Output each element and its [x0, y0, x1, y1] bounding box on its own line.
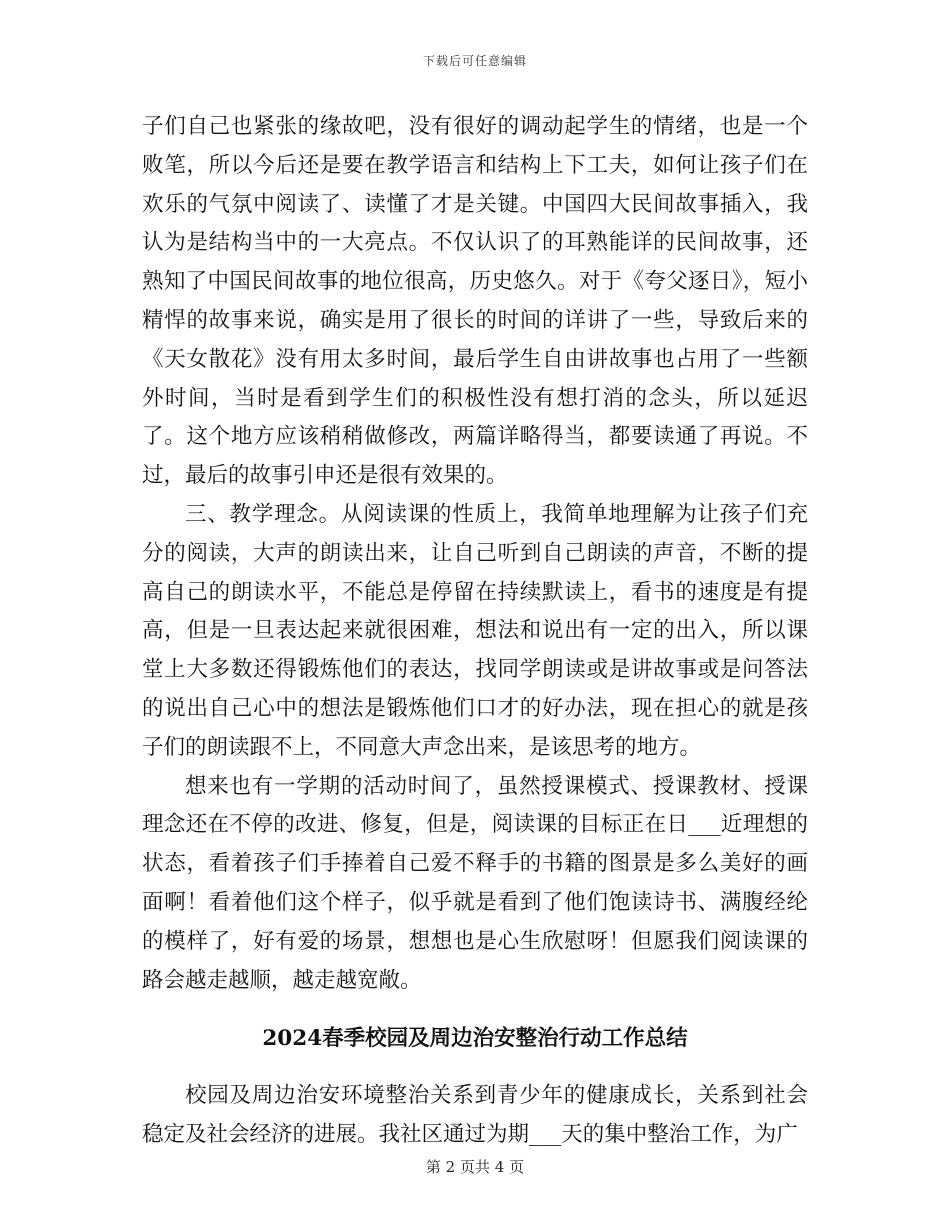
- body-paragraph: 子们自己也紧张的缘故吧，没有很好的调动起学生的情绪，也是一个败笔，所以今后还是要在教学语言和结构上下工夫，如何让孩子们在欢乐的气氛中阅读了、读懂了才是关键。中国四大民间故事插入，我认为是结构当中的一大亮点。不仅认识了的耳熟能详的民间故事，还熟知了中国民间故事的地位很高，历史悠久。对于《夸父逐日》，短小精悍的故事来说，确实是用了很长的时间的详讲了一些，导致后来的《天女散花》没有用太多时间，最后学生自由讲故事也占用了一些额外时间，当时是看到学生们的积极性没有想打消的念头，所以延迟了。这个地方应该稍稍做修改，两篇详略得当，都要读通了再说。不过，最后的故事引申还是很有效果的。: [142, 114, 808, 489]
- body-paragraph: 想来也有一学期的活动时间了，虽然授课模式、授课教材、授课理念还在不停的改进、修复，但是，阅读课的目标正在日___近理想的状态，看着孩子们手捧着自己爱不释手的书籍的图景是多么美好的画面啊！看着他们这个样子，似乎就是看到了他们饱读诗书、满腹经纶的模样了，好有爱的场景，想想也是心生欣慰呀！但愿我们阅读课的路会越走越顺，越走越宽敞。: [142, 773, 808, 993]
- body-paragraph: 三、教学理念。从阅读课的性质上，我简单地理解为让孩子们充分的阅读，大声的朗读出来，让自己听到自己朗读的声音，不断的提高自己的朗读水平，不能总是停留在持续默读上，看书的速度是有提高，但是一旦表达起来就很困难，想法和说出有一定的出入，所以课堂上大多数还得锻炼他们的表达，找同学朗读或是讲故事或是问答法的说出自己心中的想法是锻炼他们口才的好办法，现在担心的就是孩子们的朗读跟不上，不同意大声念出来，是该思考的地方。: [142, 501, 808, 760]
- page-header: 下载后可任意编辑: [422, 54, 527, 68]
- section-paragraph: 校园及周边治安环境整治关系到青少年的健康成长，关系到社会稳定及社会经济的进展。我社区通过为期___天的集中整治工作，为广: [142, 1083, 808, 1148]
- section-title: 2024春季校园及周边治安整治行动工作总结: [262, 1026, 688, 1052]
- document-body: [142, 108, 808, 1155]
- page-footer: 第 2 页共 4 页: [425, 1158, 525, 1176]
